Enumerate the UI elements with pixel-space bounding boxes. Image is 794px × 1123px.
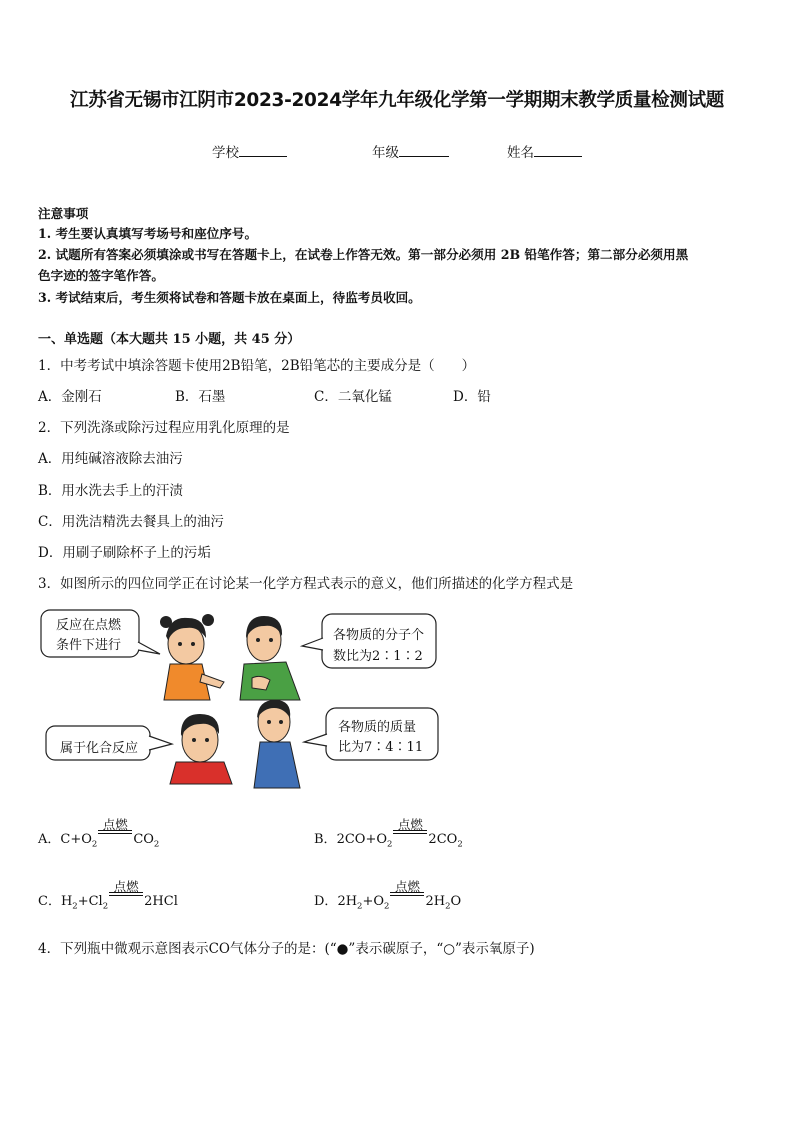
equation-left: +O: [362, 894, 385, 909]
q1-option-b[interactable]: B．石墨: [175, 389, 226, 405]
student-girl: [160, 614, 224, 700]
reaction-condition: 点燃: [393, 829, 427, 843]
bubble-2-line-1: 各物质的分子个: [333, 628, 425, 643]
subscript: 2: [153, 839, 160, 850]
notice-item: 2. 试题所有答案必须填涂或书写在答题卡上，在试卷上作答无效。第一部分必须用 2B 铅笔作答；第二部分必须用黑: [38, 247, 689, 262]
student-boy-blue: [254, 700, 300, 788]
school-blank[interactable]: [239, 144, 287, 157]
equation-left: H: [60, 894, 73, 909]
bubble-1-line-2: 条件下进行: [56, 638, 122, 653]
q2-option-c[interactable]: C．用洗洁精洗去餐具上的油污: [38, 514, 224, 530]
student-boy-green: [240, 616, 300, 700]
q3-option-c[interactable]: [38, 879, 178, 912]
subscript: 2: [457, 839, 463, 850]
section-heading: 一、单选题（本大题共 15 小题，共 45 分）: [38, 332, 301, 347]
name-field[interactable]: [507, 141, 582, 161]
q1-option-d[interactable]: D．铅: [453, 389, 491, 405]
school-label: 学校: [212, 145, 239, 161]
notice-item: 3. 考试结束后，考生须将试卷和答题卡放在桌面上，待监考员收回。: [38, 290, 421, 305]
equation-left: 2CO+O: [336, 832, 387, 847]
option-letter: B．: [314, 832, 337, 847]
subscript: 2: [72, 901, 78, 912]
option-letter: C．: [38, 894, 61, 909]
option-letter: D．: [314, 894, 338, 909]
question-2-stem: 2．下列洗涤或除污过程应用乳化原理的是: [38, 420, 290, 436]
name-blank[interactable]: [534, 144, 582, 157]
reaction-condition: 点燃: [390, 891, 424, 905]
question-1-stem: 1．中考考试中填涂答题卡使用2B铅笔，2B铅笔芯的主要成分是（ ）: [38, 358, 476, 374]
reaction-condition: 点燃: [98, 829, 132, 843]
q3-option-d[interactable]: [314, 879, 462, 912]
notice-heading: 注意事项: [38, 206, 89, 221]
subscript: 2: [384, 901, 390, 912]
q2-option-a[interactable]: A．用纯碱溶液除去油污: [38, 451, 183, 467]
bubble-4-line-2: 比为7∶4∶11: [338, 740, 424, 755]
option-letter: A．: [38, 832, 61, 847]
q1-option-c[interactable]: C．二氧化锰: [314, 389, 392, 405]
name-label: 姓名: [507, 145, 534, 161]
subscript: 2: [91, 839, 98, 850]
bubble-4-line-1: 各物质的质量: [338, 720, 417, 735]
bubble-2-line-2: 数比为2∶1∶2: [333, 649, 423, 664]
paper-title: 江苏省无锡市江阴市2023-2024学年九年级化学第一学期期末教学质量检测试题: [70, 90, 724, 111]
notice-item: 色字迹的签字笔作答。: [38, 268, 164, 283]
grade-label: 年级: [372, 145, 399, 161]
grade-blank[interactable]: [399, 144, 449, 157]
equation-right: 2HCl: [144, 894, 178, 909]
subscript: 2: [387, 839, 393, 850]
q3-option-a[interactable]: [38, 817, 160, 850]
subscript: 2: [445, 901, 451, 912]
subscript: 2: [357, 901, 363, 912]
notice-item: 1. 考生要认真填写考场号和座位序号。: [38, 226, 258, 241]
q2-option-d[interactable]: D．用刷子刷除杯子上的污垢: [38, 545, 211, 561]
equation-right: 2CO: [428, 832, 458, 847]
school-field[interactable]: [212, 141, 287, 161]
q3-option-b[interactable]: [314, 817, 463, 850]
bubble-3-text: 属于化合反应: [60, 741, 139, 756]
question-3-stem: 3．如图所示的四位同学正在讨论某一化学方程式表示的意义，他们所描述的化学方程式是: [38, 576, 574, 592]
equation-left: C+O: [60, 832, 92, 847]
equation-right: CO: [133, 832, 154, 847]
reaction-condition: 点燃: [109, 891, 143, 905]
question-4-stem: 4．下列瓶中微观示意图表示CO气体分子的是：(“●”表示碳原子，“○”表示氧原子): [38, 941, 535, 957]
q2-option-b[interactable]: B．用水洗去手上的汗渍: [38, 483, 183, 499]
equation-right: 2H: [425, 894, 446, 909]
grade-field[interactable]: [372, 141, 449, 161]
bubble-1-line-1: 反应在点燃: [56, 618, 122, 633]
student-boy-red: [170, 714, 232, 784]
equation-left: +Cl: [77, 894, 103, 909]
subscript: 2: [102, 901, 109, 912]
equation-right: O: [450, 894, 462, 909]
q1-option-a[interactable]: A．金刚石: [38, 389, 102, 405]
equation-left: 2H: [337, 894, 358, 909]
